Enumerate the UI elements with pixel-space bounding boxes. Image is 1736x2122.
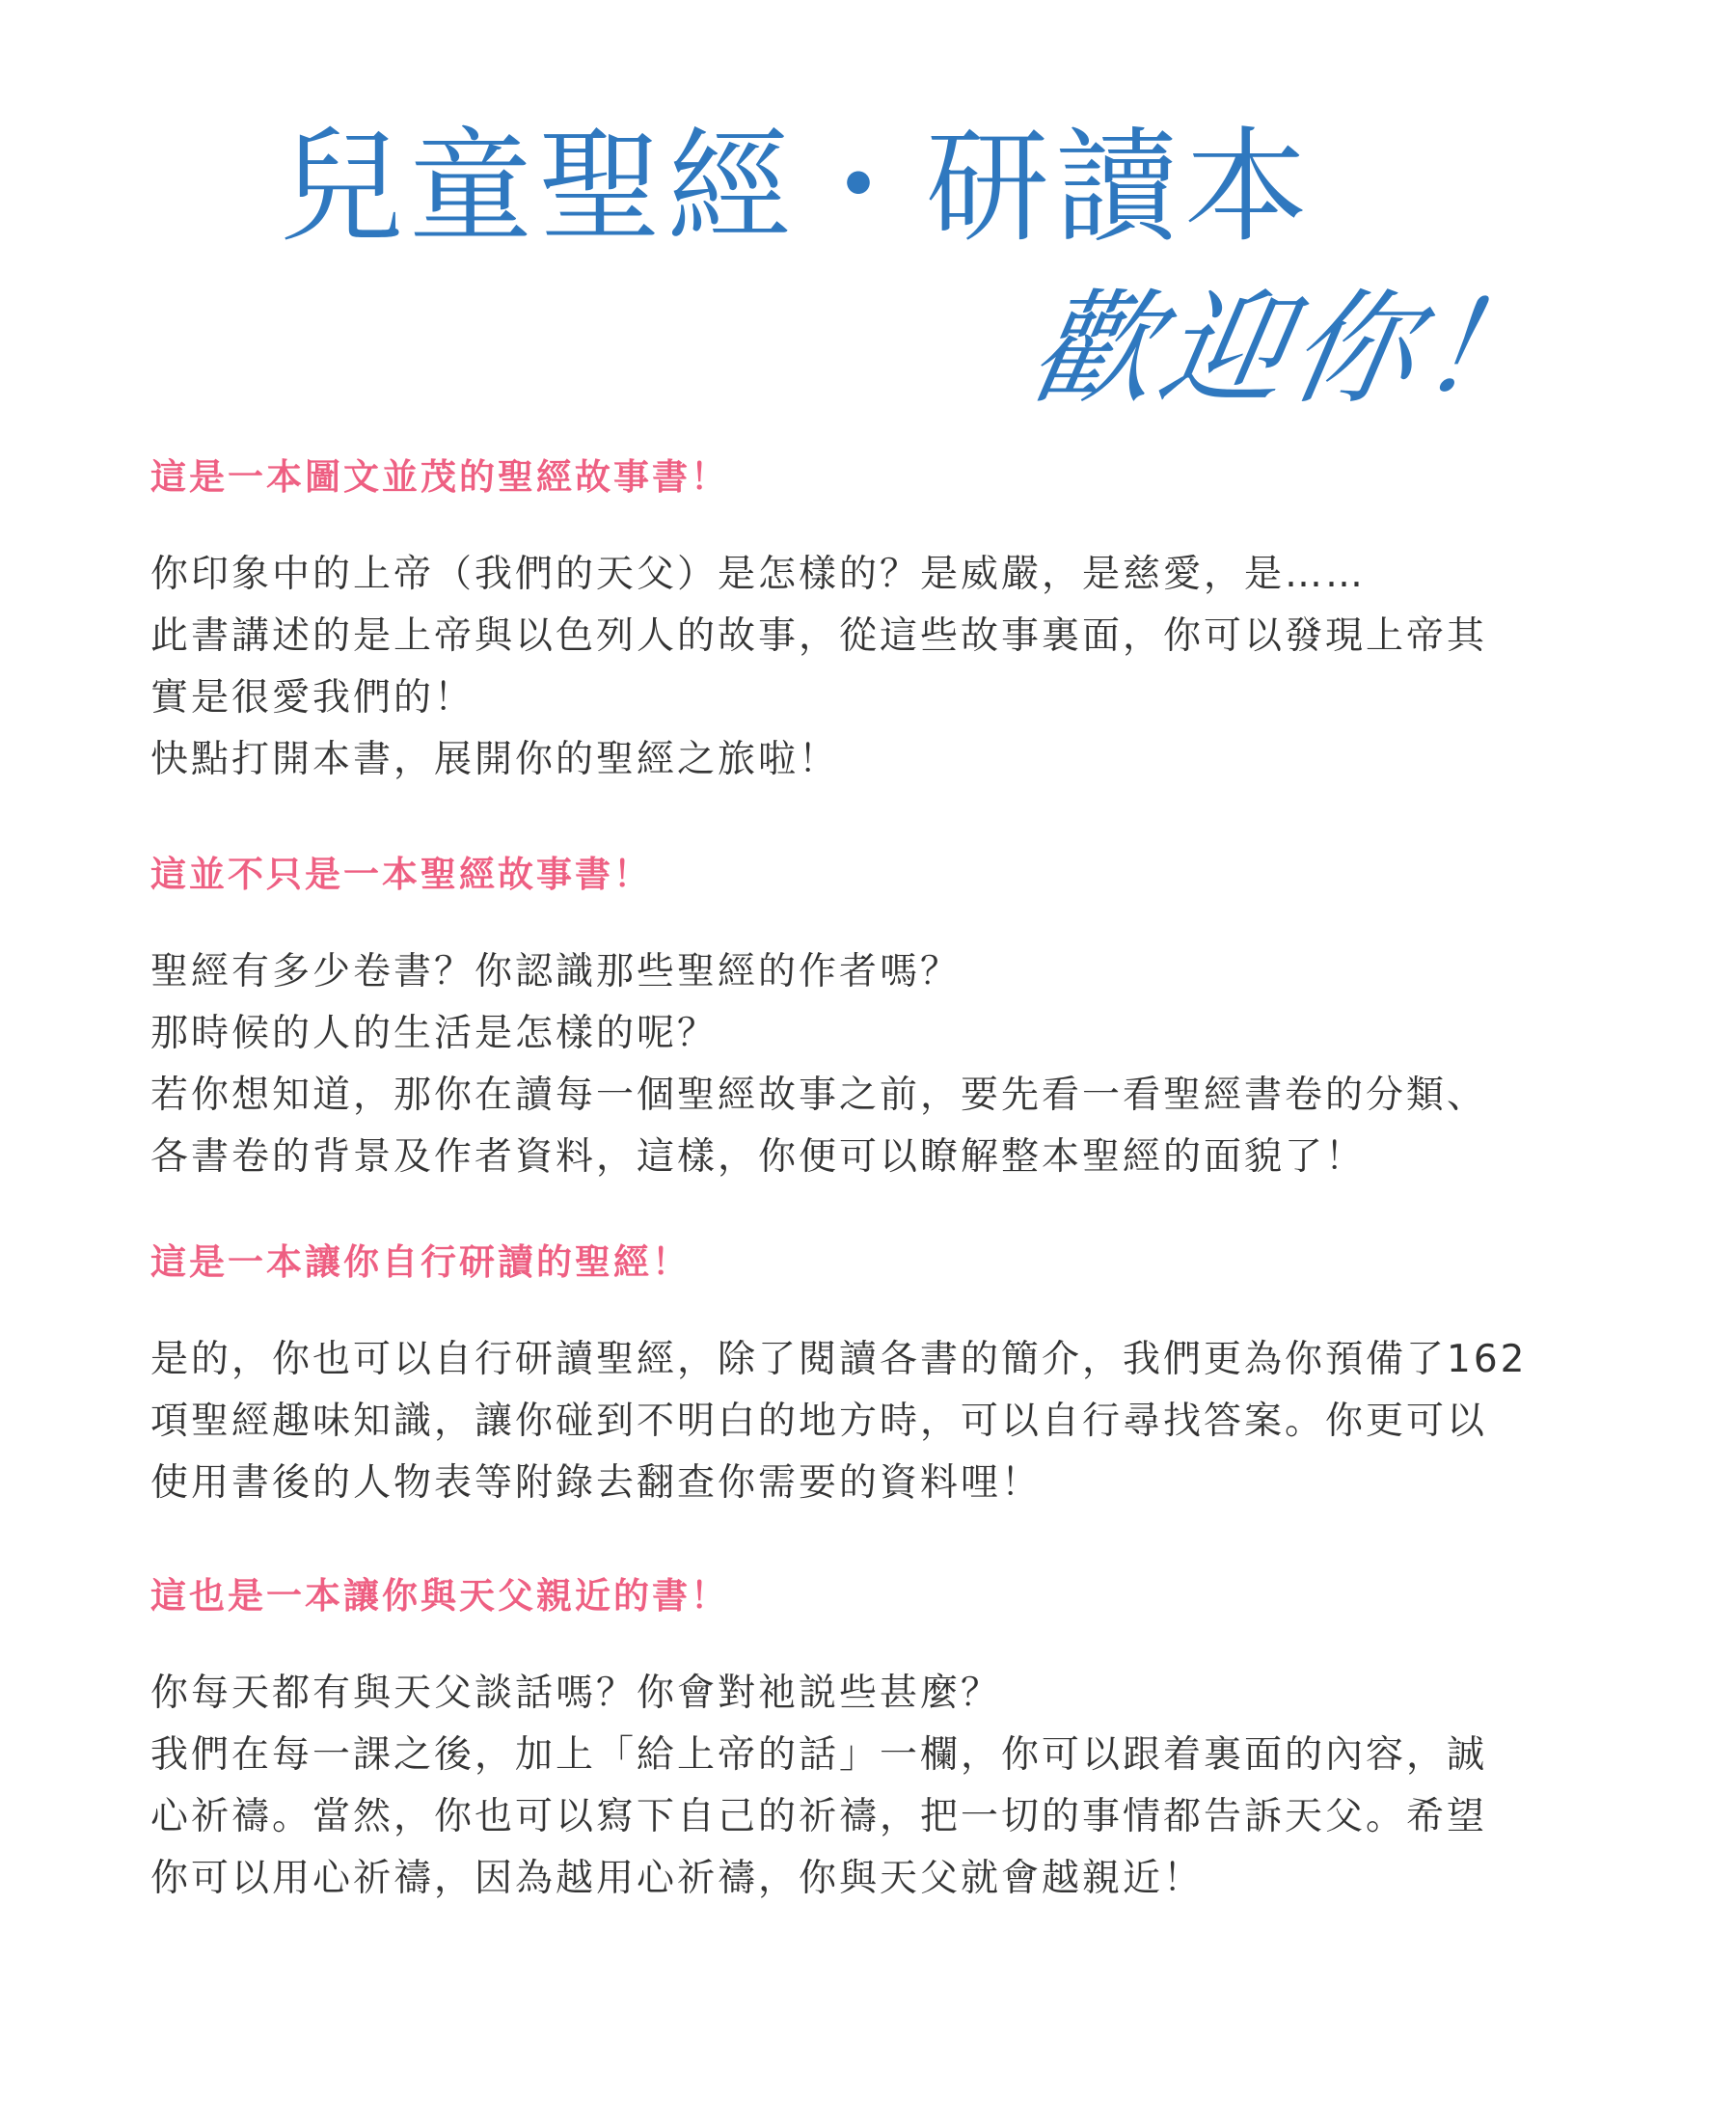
section-body xyxy=(150,1663,1597,1910)
section-body xyxy=(150,1329,1597,1514)
body-line: 各書卷的背景及作者資料，這樣，你便可以瞭解整本聖經的面貌了！ xyxy=(150,1135,1367,1179)
section-heading: 這是一本讓你自行研讀的聖經！ xyxy=(150,1241,691,1283)
section-self-study xyxy=(150,1238,1597,1572)
section-body xyxy=(150,544,1597,791)
section-body xyxy=(150,941,1597,1188)
body-line: 項聖經趣味知識，讓你碰到不明白的地方時，可以自行尋找答案。你更可以 xyxy=(150,1400,1488,1443)
section-closer-to-father xyxy=(150,1572,1597,1939)
body-line: 此書講述的是上帝與以色列人的故事，從這些故事裏面，你可以發現上帝其 xyxy=(150,614,1488,658)
body-line: 那時候的人的生活是怎樣的呢？ xyxy=(150,1012,719,1055)
body-line: 你每天都有與天父談話嗎？你會對祂説些甚麼？ xyxy=(150,1672,1002,1715)
body-line: 心祈禱。當然，你也可以寫下自己的祈禱，把一切的事情都告訴天父。希望 xyxy=(150,1795,1488,1838)
section-heading: 這是一本圖文並茂的聖經故事書！ xyxy=(150,456,729,498)
section-heading: 這也是一本讓你與天父親近的書！ xyxy=(150,1575,729,1617)
content xyxy=(150,453,1597,1939)
body-line: 實是很愛我們的！ xyxy=(150,676,475,720)
body-line: 我們在每一課之後，加上「給上帝的話」一欄，你可以跟着裏面的內容，誠 xyxy=(150,1733,1488,1777)
page-subtitle-welcome: 歡迎你！ xyxy=(1020,278,1563,422)
body-line: 是的，你也可以自行研讀聖經，除了閱讀各書的簡介，我們更為你預備了162 xyxy=(150,1338,1528,1381)
page-title: 兒童聖經・研讀本 xyxy=(280,116,1315,259)
body-line: 你印象中的上帝（我們的天父）是怎樣的？是威嚴，是慈愛，是…… xyxy=(150,553,1367,596)
body-line: 快點打開本書，展開你的聖經之旅啦！ xyxy=(150,738,840,781)
body-line: 若你想知道，那你在讀每一個聖經故事之前，要先看一看聖經書卷的分類、 xyxy=(150,1074,1488,1117)
section-heading: 這並不只是一本聖經故事書！ xyxy=(150,854,652,895)
section-not-only-stories xyxy=(150,851,1597,1238)
section-picture-book xyxy=(150,453,1597,851)
body-line: 你可以用心祈禱，因為越用心祈禱，你與天父就會越親近！ xyxy=(150,1857,1205,1900)
body-line: 使用書後的人物表等附錄去翻查你需要的資料哩！ xyxy=(150,1461,1043,1505)
body-line: 聖經有多少卷書？你認識那些聖經的作者嗎？ xyxy=(150,950,962,993)
